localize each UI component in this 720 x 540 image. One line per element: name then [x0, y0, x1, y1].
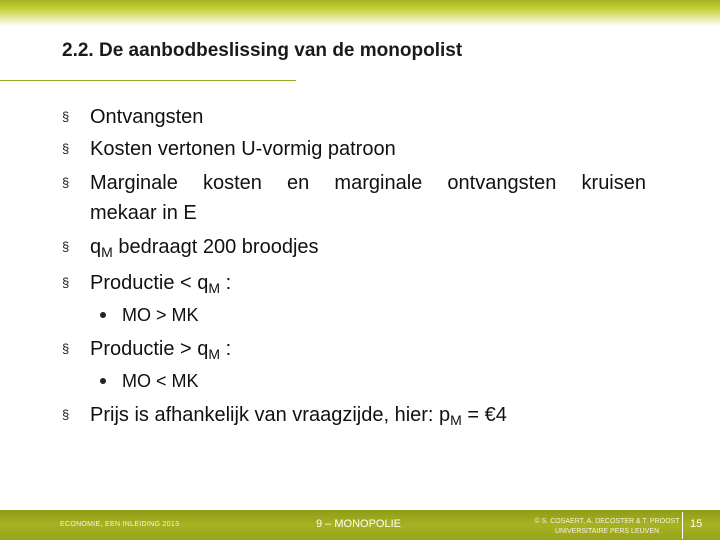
bullet-marker-icon: § — [62, 239, 70, 254]
subscript-m: M — [208, 280, 221, 296]
footer-copyright — [532, 517, 682, 537]
sub-bullet-dot-icon — [100, 300, 110, 330]
sub-bullet-dot-icon — [100, 366, 110, 396]
footer-separator — [682, 512, 683, 539]
subbullet-mo-kleiner: MO < MK — [122, 371, 199, 391]
bullet-qm — [90, 232, 646, 263]
bullet-marker-icon: § — [62, 175, 70, 190]
bullet-qm-rest: bedraagt 200 broodjes — [112, 236, 319, 258]
bullet-kosten: Kosten vertonen U-vormig patroon — [90, 138, 396, 160]
subscript-m: M — [101, 244, 113, 260]
bullet-prijs-rest: = €4 — [461, 404, 507, 426]
footer-chapter: 9 – MONOPOLIE — [316, 518, 401, 530]
bullet-ontvangsten: Ontvangsten — [90, 106, 204, 128]
bullet-productie-groter-rest: : — [220, 338, 232, 360]
slide-title: 2.2. De aanbodbeslissing van de monopolist — [62, 40, 463, 61]
bullet-marker-icon: § — [62, 407, 70, 422]
bullet-productie-kleiner-rest: : — [220, 272, 232, 294]
bullet-qm-text: q — [90, 236, 102, 258]
bullet-marker-icon: § — [62, 141, 70, 156]
subscript-m: M — [450, 412, 462, 428]
bullet-marginale-line1: Marginale kosten en marginale ontvangsten kruisen — [90, 172, 646, 194]
footer-copyright-publisher: UNIVERSITAIRE PERS LEUVEN — [554, 528, 660, 535]
bullet-marker-icon: § — [62, 109, 70, 124]
bullet-productie-kleiner-text: Productie < q — [90, 272, 209, 294]
page-number: 15 — [690, 518, 703, 530]
bullet-prijs — [90, 400, 646, 431]
bullet-prijs-text: Prijs is afhankelijk van vraagzijde, hier: p — [90, 404, 451, 426]
footer-book-title: ECONOMIE, EEN INLEIDING 2013 — [60, 521, 180, 528]
bullet-marginale-line2: mekaar in E — [90, 202, 197, 224]
bullet-marker-icon: § — [62, 341, 70, 356]
bullet-productie-groter-text: Productie > q — [90, 338, 209, 360]
footer-copyright-authors: © S. COSAERT, A. DECOSTER & T. PROOST — [534, 518, 680, 525]
subbullet-mo-groter: MO > MK — [122, 305, 199, 325]
bullet-productie-kleiner — [90, 268, 646, 299]
bullet-marker-icon: § — [62, 275, 70, 290]
subscript-m: M — [208, 346, 221, 362]
bullet-productie-groter — [90, 334, 646, 365]
